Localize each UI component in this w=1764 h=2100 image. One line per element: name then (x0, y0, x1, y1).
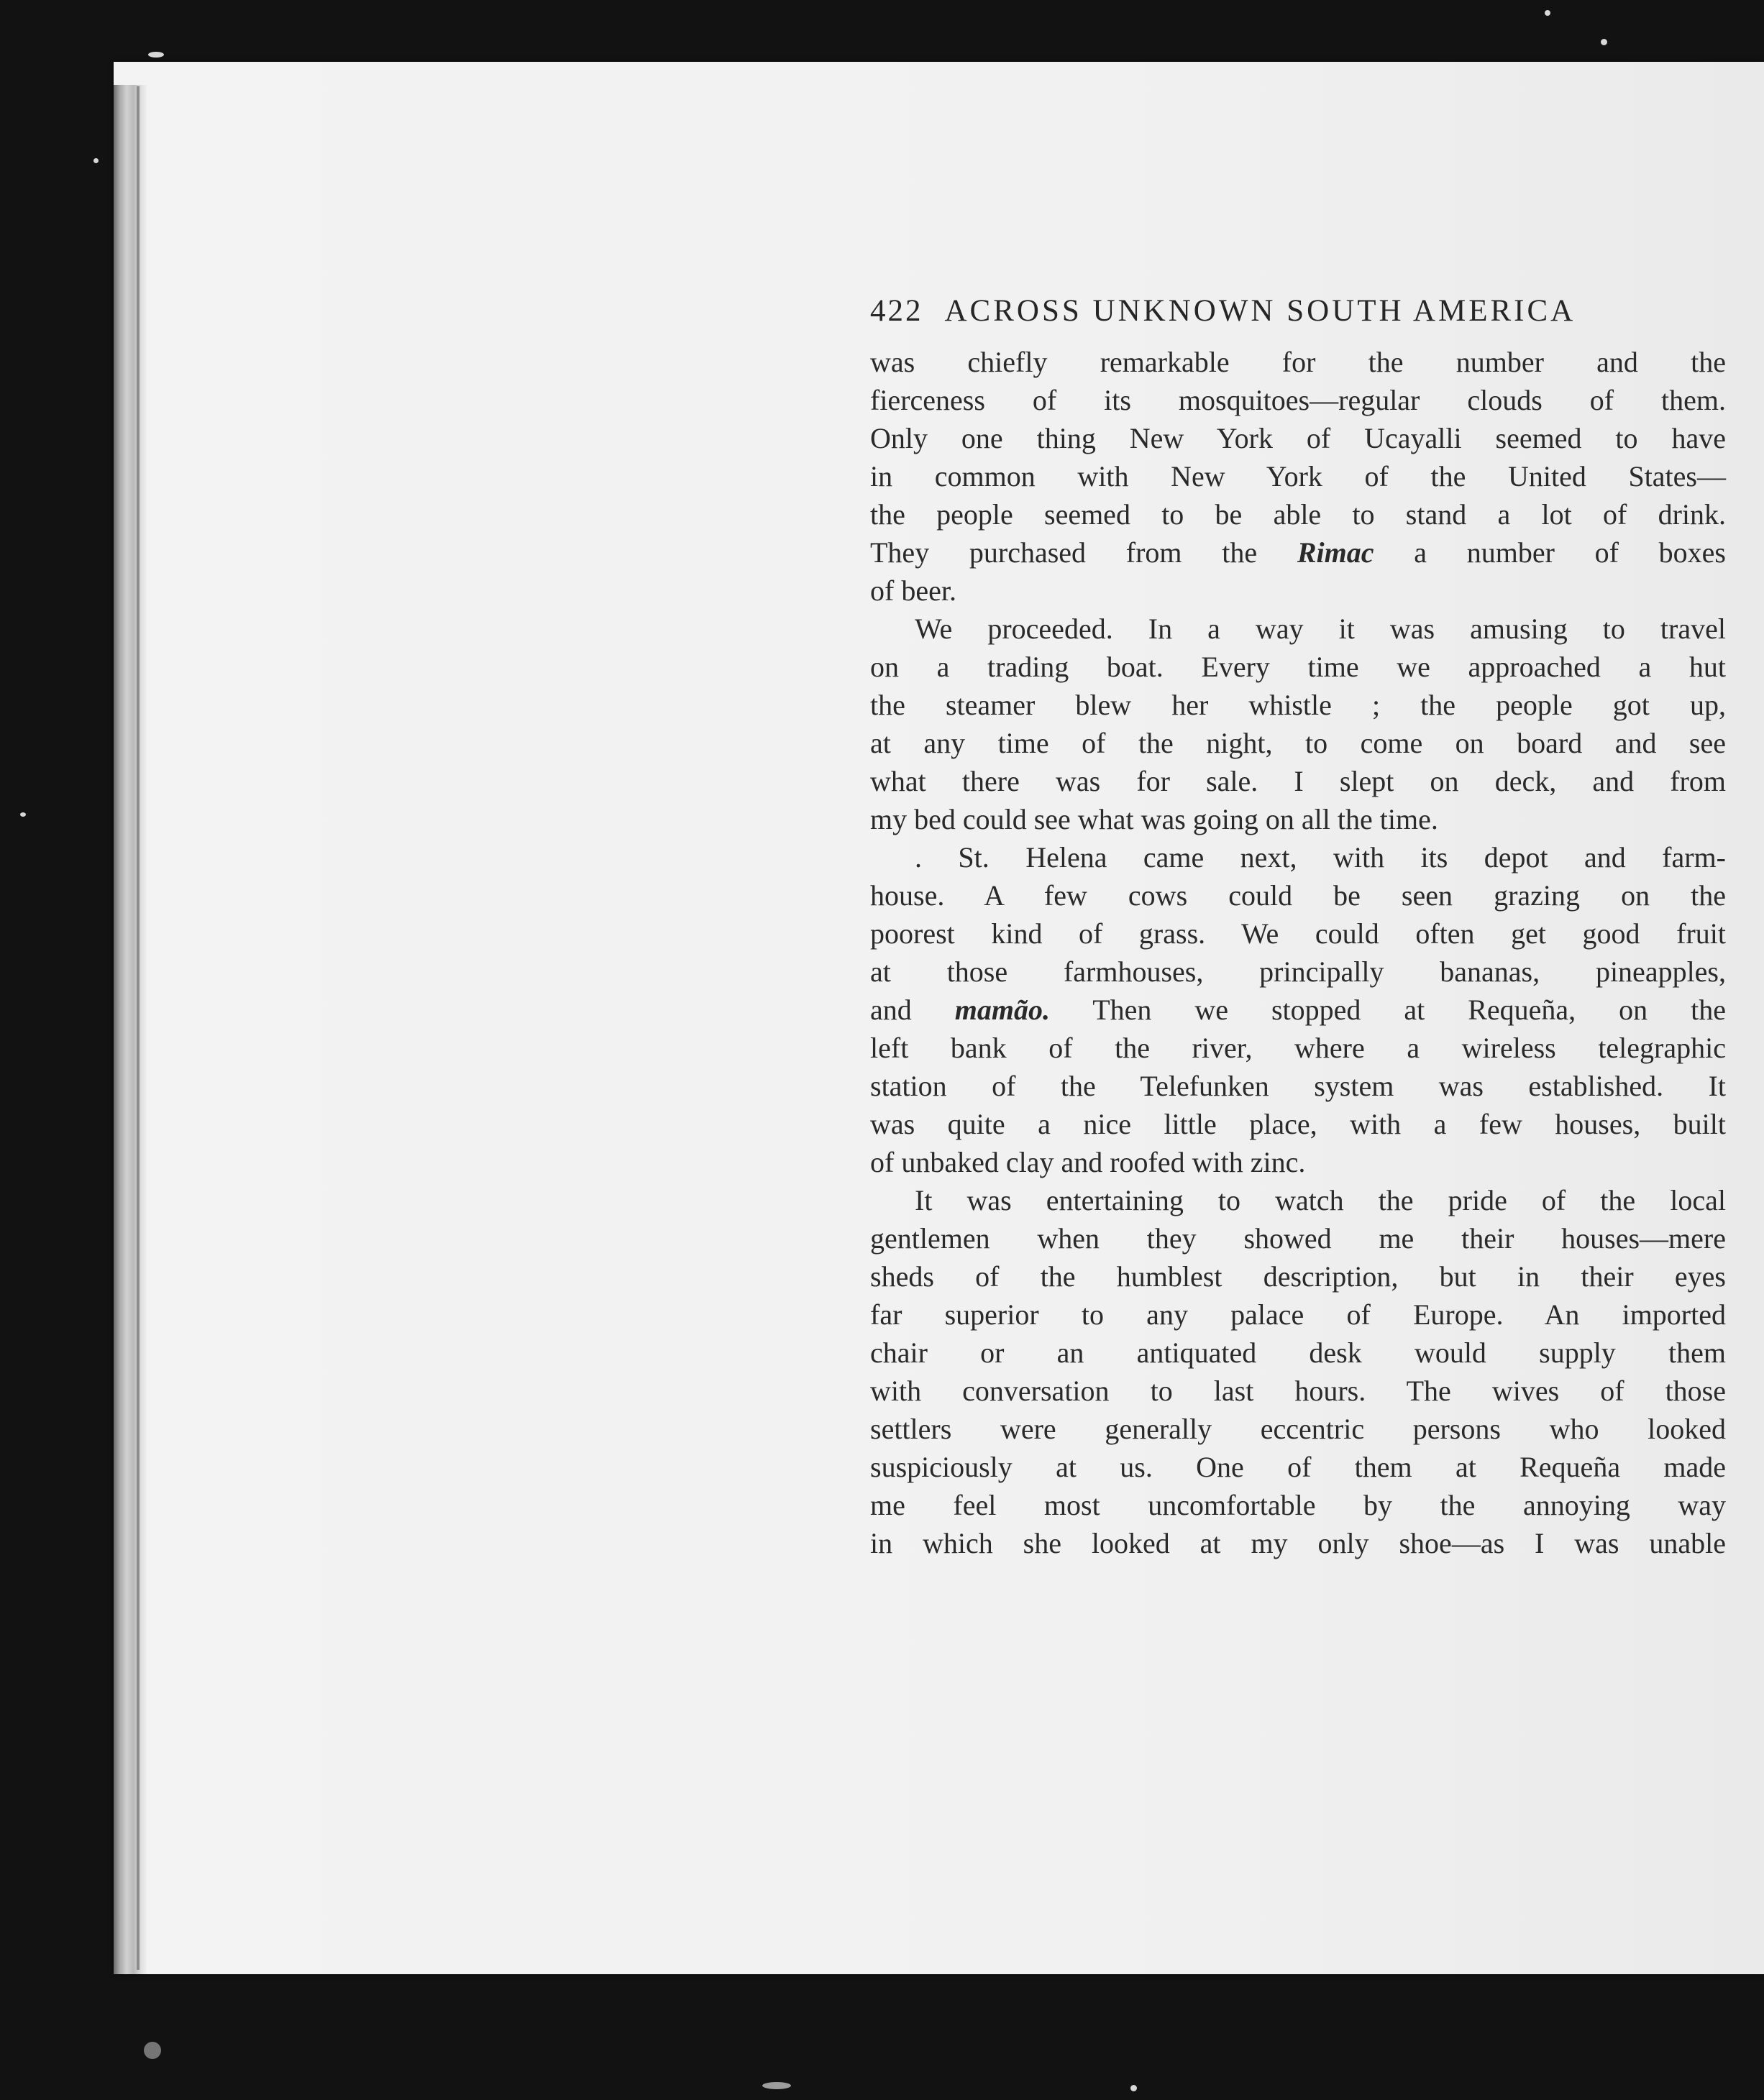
text-segment: with conversation to last hours. The wives of those (870, 1375, 1726, 1407)
film-speck (1545, 10, 1550, 16)
text-segment: at those farmhouses, principally bananas, pineapples, (870, 955, 1726, 988)
text-segment: on a trading boat. Every time we approached a hut (870, 651, 1726, 683)
text-segment: poorest kind of grass. We could often get good fruit (870, 917, 1726, 950)
text-line (870, 838, 1726, 876)
text-line (870, 1105, 1726, 1143)
text-segment: of unbaked clay and roofed with zinc. (870, 1146, 1306, 1178)
text-segment: at any time of the night, to come on board and see (870, 727, 1726, 759)
film-speck (762, 2082, 791, 2089)
text-line (870, 1448, 1726, 1486)
text-segment: We proceeded. In a way it was amusing to travel (915, 613, 1726, 645)
text-segment: fierceness of its mosquitoes—regular clouds of them. (870, 384, 1726, 416)
text-line (870, 953, 1726, 991)
text-line (870, 1219, 1726, 1257)
text-line (870, 457, 1726, 495)
text-segment: It was entertaining to watch the pride of the local (915, 1184, 1726, 1216)
text-segment: Only one thing New York of Ucayalli seemed to have (870, 422, 1726, 454)
text-line (870, 533, 1726, 572)
text-segment: my bed could see what was going on all the time. (870, 803, 1438, 835)
text-segment: gentlemen when they showed me their houses—mere (870, 1222, 1726, 1255)
text-segment: far superior to any palace of Europe. An imported (870, 1298, 1726, 1331)
text-line (870, 876, 1726, 914)
text-line (870, 1524, 1726, 1562)
text-segment: was chiefly remarkable for the number and the (870, 346, 1726, 378)
text-segment: house. A few cows could be seen grazing on the (870, 879, 1726, 912)
italic-term: mamão. (954, 994, 1050, 1026)
text-segment: . St. Helena came next, with its depot and farm- (915, 841, 1726, 874)
text-line (870, 1410, 1726, 1448)
film-speck (93, 158, 99, 163)
text-segment: Then we stopped at Requeña, on the (1049, 994, 1726, 1026)
paragraph (870, 610, 1726, 838)
text-segment: in common with New York of the United States— (870, 460, 1726, 492)
text-line (870, 1257, 1726, 1296)
text-segment: me feel most uncomfortable by the annoying way (870, 1489, 1726, 1521)
film-speck (148, 52, 164, 58)
text-line (870, 495, 1726, 533)
page-binding-edge (114, 85, 147, 1974)
text-segment: and (870, 994, 955, 1026)
text-line (870, 381, 1726, 419)
text-segment: the people seemed to be able to stand a lot of drink. (870, 498, 1726, 531)
text-segment: in which she looked at my only shoe—as I was unable (870, 1527, 1726, 1559)
page-text-block (870, 293, 1726, 1562)
text-segment: left bank of the river, where a wireless telegraphic (870, 1032, 1726, 1064)
text-segment: of beer. (870, 574, 956, 607)
text-line (870, 686, 1726, 724)
text-line (870, 419, 1726, 457)
text-line (870, 572, 1726, 610)
text-line (870, 991, 1726, 1029)
italic-term: Rimac (1297, 536, 1374, 569)
text-segment: chair or an antiquated desk would supply them (870, 1336, 1726, 1369)
text-segment: station of the Telefunken system was established. It (870, 1070, 1726, 1102)
binding-shadow-line (137, 86, 140, 1970)
text-line (870, 1296, 1726, 1334)
film-speck (144, 2042, 161, 2059)
text-line (870, 1181, 1726, 1219)
text-line (870, 914, 1726, 953)
text-segment: was quite a nice little place, with a few houses, built (870, 1108, 1726, 1140)
text-segment: They purchased from the (870, 536, 1297, 569)
paragraph (870, 343, 1726, 610)
film-speck (20, 812, 26, 817)
text-line (870, 1372, 1726, 1410)
text-line (870, 762, 1726, 800)
text-segment: suspiciously at us. One of them at Requeña made (870, 1451, 1726, 1483)
text-line (870, 1067, 1726, 1105)
text-line (870, 648, 1726, 686)
body-text (870, 343, 1726, 1562)
film-speck (1130, 2085, 1137, 2091)
text-line (870, 724, 1726, 762)
film-speck (1601, 39, 1607, 45)
text-segment: the steamer blew her whistle ; the people got up, (870, 689, 1726, 721)
running-head (870, 293, 1726, 329)
text-line (870, 1486, 1726, 1524)
text-line (870, 1029, 1726, 1067)
text-line (870, 1143, 1726, 1181)
text-line (870, 800, 1726, 838)
text-segment: what there was for sale. I slept on deck, and from (870, 765, 1726, 797)
book-title: ACROSS UNKNOWN SOUTH AMERICA (944, 294, 1576, 328)
paragraph (870, 1181, 1726, 1562)
text-segment: sheds of the humblest description, but in their eyes (870, 1260, 1726, 1293)
text-line (870, 1334, 1726, 1372)
page-number: 422 (870, 294, 923, 328)
text-line (870, 343, 1726, 381)
text-line (870, 610, 1726, 648)
paragraph (870, 838, 1726, 1181)
text-segment: a number of boxes (1374, 536, 1726, 569)
text-segment: settlers were generally eccentric persons who looked (870, 1413, 1726, 1445)
